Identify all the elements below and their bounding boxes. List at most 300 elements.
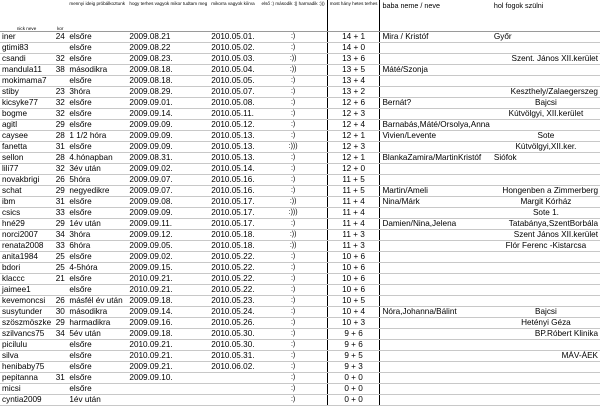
weeks-cell: 10 + 6 [327, 263, 380, 274]
weeks-cell: 13 + 4 [327, 76, 380, 87]
weeks-cell: 11 + 4 [327, 208, 380, 219]
trying-cell: 3hóra [67, 87, 127, 98]
trying-cell: elsőre [67, 373, 127, 384]
baby-name-cell: Bernát? [380, 98, 492, 109]
due-date-cell: 2010.05.13. [209, 142, 259, 153]
found-out-cell: 2010.09.21. [127, 285, 209, 296]
found-out-cell: 2009.08.18. [127, 65, 209, 76]
due-date-cell: 2010.05.17. [209, 208, 259, 219]
due-date-cell: 2010.05.16. [209, 186, 259, 197]
table-row [0, 230, 600, 241]
nick-cell: norci2007 [0, 230, 53, 241]
pregnancy-number-cell: :) [260, 120, 328, 131]
birth-place-cell [492, 120, 600, 131]
pregnancy-number-cell: :) [260, 175, 328, 186]
header-tudtam: hogy terhes vagyok mikor tudtam meg [127, 0, 209, 32]
weeks-cell: 0 + 0 [327, 373, 380, 384]
nick-cell: mandula11 [0, 65, 53, 76]
age-cell: 31 [53, 373, 67, 384]
due-date-cell: 2010.05.30. [209, 340, 259, 351]
weeks-cell: 11 + 3 [327, 230, 380, 241]
age-cell: 33 [53, 208, 67, 219]
weeks-cell: 11 + 4 [327, 197, 380, 208]
birth-place-cell [492, 296, 600, 307]
due-date-cell: 2010.05.13. [209, 131, 259, 142]
age-cell: 23 [53, 87, 67, 98]
weeks-cell: 11 + 5 [327, 175, 380, 186]
trying-cell: 6hóra [67, 241, 127, 252]
pregnancy-number-cell: :) [260, 318, 328, 329]
age-cell: 25 [53, 252, 67, 263]
table-row [0, 219, 600, 230]
birth-place-cell: BP.Róbert Klinika [492, 329, 600, 340]
found-out-cell: 2010.09.21. [127, 340, 209, 351]
birth-place-cell: Keszthely/Zalaegerszeg [492, 87, 600, 98]
birth-place-cell [492, 395, 600, 406]
nick-cell: hné29 [0, 219, 53, 230]
birth-place-cell [492, 340, 600, 351]
table-row [0, 395, 600, 406]
table-row [0, 186, 600, 197]
trying-cell: 3hóra [67, 230, 127, 241]
nick-cell: fanetta [0, 142, 53, 153]
table-row [0, 65, 600, 76]
due-date-cell: 2010.05.14. [209, 164, 259, 175]
found-out-cell: 2009.09.09. [127, 131, 209, 142]
found-out-cell: 2009.09.14. [127, 307, 209, 318]
age-cell: 32 [53, 164, 67, 175]
pregnancy-number-cell: :) [260, 252, 328, 263]
trying-cell: elsőre [67, 252, 127, 263]
pregnancy-number-cell: :) [260, 351, 328, 362]
weeks-cell: 11 + 3 [327, 241, 380, 252]
pregnancy-number-cell: :)) [260, 65, 328, 76]
pregnancy-number-cell: :) [260, 340, 328, 351]
found-out-cell: 2009.08.18. [127, 76, 209, 87]
trying-cell: 3év után [67, 164, 127, 175]
age-cell [53, 384, 67, 395]
nick-cell: schat [0, 186, 53, 197]
pregnancy-number-cell: :) [260, 186, 328, 197]
trying-cell: elsőre [67, 54, 127, 65]
trying-cell: elsőre [67, 197, 127, 208]
table-row [0, 109, 600, 120]
trying-cell: elsőre [67, 340, 127, 351]
pregnancy-number-cell: :) [260, 307, 328, 318]
due-date-cell: 2010.05.17. [209, 219, 259, 230]
found-out-cell [127, 395, 209, 406]
weeks-cell: 12 + 3 [327, 142, 380, 153]
trying-cell: elsőre [67, 109, 127, 120]
nick-cell: kicsyke77 [0, 98, 53, 109]
pregnancy-number-cell: :) [260, 164, 328, 175]
weeks-cell: 14 + 0 [327, 43, 380, 54]
birth-place-cell: Sote [492, 131, 600, 142]
nick-cell: mokimama7 [0, 76, 53, 87]
age-cell: 24 [53, 32, 67, 43]
table-row [0, 32, 600, 43]
due-date-cell: 2010.05.13. [209, 153, 259, 164]
due-date-cell: 2010.05.22. [209, 263, 259, 274]
age-cell: 30 [53, 307, 67, 318]
pregnancy-number-cell: :) [260, 131, 328, 142]
age-cell: 33 [53, 241, 67, 252]
due-date-cell: 2010.05.18. [209, 241, 259, 252]
weeks-cell: 0 + 0 [327, 384, 380, 395]
nick-cell: micsi [0, 384, 53, 395]
age-cell: 34 [53, 329, 67, 340]
baby-name-cell: BlankaZamira/MartinKristóf [380, 153, 492, 164]
found-out-cell: 2009.09.09. [127, 208, 209, 219]
weeks-cell: 0 + 0 [327, 395, 380, 406]
found-out-cell: 2009.09.09. [127, 142, 209, 153]
baby-name-cell [380, 87, 492, 98]
table-row [0, 98, 600, 109]
due-date-cell: 2010.05.18. [209, 230, 259, 241]
weeks-cell: 14 + 1 [327, 32, 380, 43]
trying-cell: 1év után [67, 395, 127, 406]
baby-name-cell [380, 208, 492, 219]
trying-cell: harmadikra [67, 318, 127, 329]
age-cell: 26 [53, 296, 67, 307]
header-hanyadik: első :) második :|| harmadik :))) [260, 0, 328, 32]
header-kiirva: mikorra vagyok kiírva [209, 0, 259, 32]
pregnancy-number-cell: :) [260, 263, 328, 274]
baby-name-cell [380, 384, 492, 395]
birth-place-cell [492, 65, 600, 76]
found-out-cell: 2009.09.16. [127, 318, 209, 329]
age-cell: 31 [53, 197, 67, 208]
table-row [0, 87, 600, 98]
weeks-cell: 9 + 5 [327, 351, 380, 362]
due-date-cell [209, 373, 259, 384]
due-date-cell: 2010.05.03. [209, 54, 259, 65]
due-date-cell: 2010.05.02. [209, 43, 259, 54]
found-out-cell: 2009.09.07. [127, 175, 209, 186]
birth-place-cell: Szent. János XII.kerület [492, 54, 600, 65]
pregnancy-number-cell: :) [260, 329, 328, 340]
baby-name-cell [380, 340, 492, 351]
birth-place-cell: Szent János XII.kerület [492, 230, 600, 241]
due-date-cell [209, 384, 259, 395]
table-row [0, 142, 600, 153]
age-cell: 38 [53, 65, 67, 76]
due-date-cell: 2010.05.12. [209, 120, 259, 131]
found-out-cell: 2009.09.02. [127, 164, 209, 175]
age-cell [53, 43, 67, 54]
pregnancy-number-cell: :) [260, 384, 328, 395]
baby-name-cell: Barnabás,Máté/Orsolya,Anna [380, 120, 492, 131]
trying-cell: elsőre [67, 208, 127, 219]
weeks-cell: 10 + 3 [327, 318, 380, 329]
table-row [0, 197, 600, 208]
table-row [0, 153, 600, 164]
pregnancy-number-cell: :))) [260, 142, 328, 153]
found-out-cell: 2009.09.12. [127, 230, 209, 241]
birth-place-cell: Győr [492, 32, 600, 43]
age-cell: 32 [53, 54, 67, 65]
table-row [0, 285, 600, 296]
pregnancy-number-cell: :) [260, 76, 328, 87]
baby-name-cell [380, 109, 492, 120]
baby-name-cell [380, 351, 492, 362]
trying-cell: elsőre [67, 76, 127, 87]
found-out-cell: 2009.09.02. [127, 252, 209, 263]
baby-name-cell [380, 164, 492, 175]
birth-place-cell: Bajcsi [492, 98, 600, 109]
weeks-cell: 9 + 6 [327, 340, 380, 351]
nick-cell: ibm [0, 197, 53, 208]
baby-name-cell: Máté/Szonja [380, 65, 492, 76]
due-date-cell: 2010.05.22. [209, 274, 259, 285]
due-date-cell: 2010.05.16. [209, 175, 259, 186]
nick-cell: picilulu [0, 340, 53, 351]
found-out-cell: 2009.09.18. [127, 296, 209, 307]
age-cell [53, 76, 67, 87]
nick-cell: cyntia2009 [0, 395, 53, 406]
birth-place-cell [492, 175, 600, 186]
due-date-cell: 2010.05.31. [209, 351, 259, 362]
table-row [0, 274, 600, 285]
baby-name-cell [380, 274, 492, 285]
found-out-cell: 2009.09.18. [127, 329, 209, 340]
baby-name-cell: Nóra,Johanna/Bálint [380, 307, 492, 318]
pregnancy-number-cell: :) [260, 296, 328, 307]
table-row [0, 351, 600, 362]
header-probalkozas: mennyi ideig próbálkoztunk [67, 0, 127, 32]
weeks-cell: 12 + 1 [327, 153, 380, 164]
due-date-cell: 2010.05.23. [209, 296, 259, 307]
table-row [0, 164, 600, 175]
birth-place-cell: Kútvölgyi,XII.ker. [492, 142, 600, 153]
weeks-cell: 12 + 1 [327, 131, 380, 142]
nick-cell: bdori [0, 263, 53, 274]
age-cell: 21 [53, 274, 67, 285]
table-row [0, 296, 600, 307]
nick-cell: szöszmöszke [2, 318, 52, 327]
weeks-cell: 12 + 3 [327, 109, 380, 120]
birth-place-cell [492, 285, 600, 296]
birth-place-cell: MÁV-ÁEK [492, 351, 600, 362]
found-out-cell: 2009.08.29. [127, 87, 209, 98]
table-row [0, 43, 600, 54]
table-row [0, 131, 600, 142]
weeks-cell: 10 + 5 [327, 296, 380, 307]
trying-cell: elsőre [67, 43, 127, 54]
found-out-cell: 2009.09.21. [127, 362, 209, 373]
nick-cell: kevemoncsi [0, 296, 53, 307]
baby-name-cell: Damien/Nina,Jelena [380, 219, 492, 230]
header-het: most hány hetes terhes [327, 0, 380, 32]
pregnancy-number-cell: :) [260, 153, 328, 164]
trying-cell: másodikra [67, 307, 127, 318]
birth-place-cell [492, 252, 600, 263]
nick-cell: renata2008 [0, 241, 53, 252]
weeks-cell: 13 + 2 [327, 87, 380, 98]
baby-name-cell [380, 142, 492, 153]
age-cell [53, 285, 67, 296]
pregnancy-number-cell: :)) [260, 197, 328, 208]
pregnancy-number-cell: :)) [260, 54, 328, 65]
baby-name-cell [380, 230, 492, 241]
age-cell: 29 [53, 186, 67, 197]
age-cell: 29 [53, 219, 67, 230]
trying-cell: elsőre [67, 274, 127, 285]
due-date-cell: 2010.06.02. [209, 362, 259, 373]
weeks-cell: 11 + 5 [327, 186, 380, 197]
nick-cell: csandi [0, 54, 53, 65]
age-cell: 32 [53, 98, 67, 109]
birth-place-cell [492, 76, 600, 87]
age-cell [53, 340, 67, 351]
baby-name-cell [380, 54, 492, 65]
nick-cell: caysee [0, 131, 53, 142]
nick-cell: iner [0, 32, 53, 43]
birth-place-cell [492, 263, 600, 274]
due-date-cell: 2010.05.11. [209, 109, 259, 120]
header-kor: kor [53, 0, 67, 32]
pregnancy-number-cell: :) [260, 32, 328, 43]
table-row [0, 340, 600, 351]
table-row [0, 307, 600, 318]
trying-cell: 1 1/2 hóra [67, 131, 127, 142]
pregnancy-number-cell: :) [260, 285, 328, 296]
pregnancy-number-cell: :)) [260, 230, 328, 241]
found-out-cell: 2009.08.31. [127, 153, 209, 164]
due-date-cell: 2010.05.22. [209, 285, 259, 296]
baby-name-cell [380, 263, 492, 274]
birth-place-cell [492, 362, 600, 373]
found-out-cell: 2009.09.15. [127, 263, 209, 274]
nick-cell: lili77 [0, 164, 53, 175]
birth-place-cell: Hetényi Géza [492, 318, 600, 329]
age-cell: 26 [53, 175, 67, 186]
age-cell [53, 395, 67, 406]
due-date-cell: 2010.05.04. [209, 65, 259, 76]
age-cell: 29 [53, 120, 67, 131]
found-out-cell: 2009.09.11. [127, 219, 209, 230]
age-cell: 31 [53, 142, 67, 153]
age-cell [53, 362, 67, 373]
baby-name-cell [380, 395, 492, 406]
weeks-cell: 13 + 6 [327, 54, 380, 65]
weeks-cell: 12 + 0 [327, 164, 380, 175]
table-row [0, 175, 600, 186]
birth-place-cell [492, 373, 600, 384]
header-row [0, 0, 600, 32]
table-row [0, 241, 600, 252]
nick-cell: gtimi83 [0, 43, 53, 54]
found-out-cell: 2009.08.21 [127, 32, 209, 43]
weeks-cell: 12 + 4 [327, 120, 380, 131]
nick-cell: bogme [0, 109, 53, 120]
baby-name-cell [380, 76, 492, 87]
due-date-cell: 2010.05.24. [209, 307, 259, 318]
nick-cell: szilvancs75 [0, 329, 53, 340]
weeks-cell: 9 + 3 [327, 362, 380, 373]
trying-cell: negyedikre [67, 186, 127, 197]
age-cell: 28 [53, 153, 67, 164]
baby-name-cell: Vivien/Levente [380, 131, 492, 142]
pregnancy-number-cell: :) [260, 219, 328, 230]
age-cell: 29 [53, 318, 67, 329]
birth-place-cell [492, 274, 600, 285]
nick-cell: anita1984 [0, 252, 53, 263]
baby-name-cell [380, 296, 492, 307]
age-cell [53, 351, 67, 362]
baby-name-cell: Martin/Ameli [380, 186, 492, 197]
weeks-cell: 10 + 6 [327, 252, 380, 263]
birth-place-cell: Kútvölgyi, XII.kerület [492, 109, 600, 120]
trying-cell: 1év után [67, 219, 127, 230]
nick-cell: stiby [0, 87, 53, 98]
pregnancy-number-cell: :) [260, 395, 328, 406]
table-row [0, 54, 600, 65]
trying-cell: elsőre [67, 142, 127, 153]
trying-cell: 4.hónapban [67, 153, 127, 164]
trying-cell: másfél év után [67, 296, 127, 307]
pregnancy-number-cell: :) [260, 98, 328, 109]
header-baba: baba neme / neve [380, 0, 492, 32]
table-row [0, 252, 600, 263]
birth-place-cell: Siófok [492, 153, 600, 164]
nick-cell: susytunder [0, 307, 53, 318]
pregnancy-number-cell: :) [260, 373, 328, 384]
trying-cell: elsőre [67, 120, 127, 131]
found-out-cell: 2009.09.09. [127, 120, 209, 131]
due-date-cell: 2010.05.17. [209, 197, 259, 208]
due-date-cell: 2010.05.01. [209, 32, 259, 43]
weeks-cell: 12 + 6 [327, 98, 380, 109]
found-out-cell: 2009.09.01. [127, 98, 209, 109]
due-date-cell: 2010.05.08. [209, 98, 259, 109]
table-row [0, 208, 600, 219]
nick-cell: pepitanna [0, 373, 53, 384]
baby-name-cell [380, 43, 492, 54]
table-row [0, 329, 600, 340]
pregnancy-number-cell: :))) [260, 208, 328, 219]
nick-cell: jaimee1 [0, 285, 53, 296]
birth-place-cell: Hongenben a Zimmerberg [492, 186, 600, 197]
found-out-cell: 2010.09.21. [127, 351, 209, 362]
nick-cell: csics [0, 208, 53, 219]
found-out-cell: 2009.08.23. [127, 54, 209, 65]
trying-cell: elsőre [67, 384, 127, 395]
birth-place-cell: Margit Kórház [492, 197, 600, 208]
baby-name-cell [380, 241, 492, 252]
baby-name-cell [380, 285, 492, 296]
nick-cell: agitl [0, 120, 53, 131]
baby-name-cell [380, 329, 492, 340]
trying-cell: elsőre [67, 32, 127, 43]
pregnancy-number-cell: :) [260, 43, 328, 54]
weeks-cell: 11 + 4 [327, 219, 380, 230]
weeks-cell: 10 + 6 [327, 285, 380, 296]
nick-cell: silva [0, 351, 53, 362]
header-nick: nick neve [0, 0, 53, 32]
pregnancy-number-cell: :) [260, 362, 328, 373]
found-out-cell: 2009.09.14. [127, 109, 209, 120]
header-szules: hol fogok szülni [492, 0, 600, 32]
weeks-cell: 10 + 4 [327, 307, 380, 318]
nick-cell: novakbrigi [0, 175, 53, 186]
table-row [0, 318, 600, 329]
pregnancy-number-cell: :)) [260, 241, 328, 252]
nick-cell: henibaby75 [0, 362, 53, 373]
due-date-cell: 2010.05.07. [209, 87, 259, 98]
due-date-cell: 2010.05.26. [209, 318, 259, 329]
trying-cell: elsőre [67, 98, 127, 109]
